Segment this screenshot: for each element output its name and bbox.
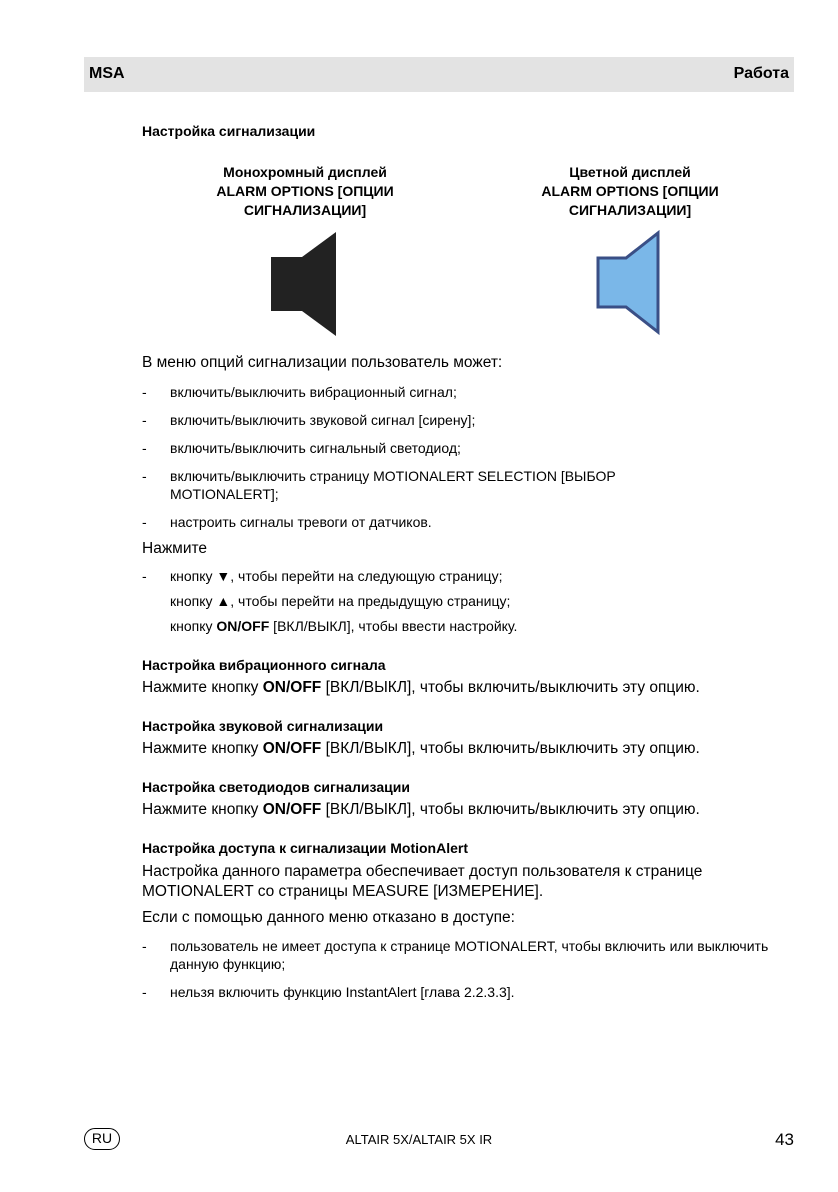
- header-section: Работа: [733, 65, 789, 82]
- footer-product: ALTAIR 5X/ALTAIR 5X IR: [345, 1132, 493, 1147]
- motionalert-item: - нельзя включить функцию InstantAlert [глава 2.2.3.3].: [142, 984, 515, 1000]
- vibration-text: Нажмите кнопку ON/OFF [ВКЛ/ВЫКЛ], чтобы включить/выключить эту опцию.: [142, 679, 700, 696]
- mono-display-caption: [175, 163, 435, 220]
- speaker-color-icon: [594, 229, 664, 337]
- color-caption-line1: Цветной дисплей: [569, 164, 691, 180]
- led-text: Нажмите кнопку ON/OFF [ВКЛ/ВЫКЛ], чтобы включить/выключить эту опцию.: [142, 801, 700, 818]
- language-badge: RU: [84, 1128, 120, 1150]
- intro-text: В меню опций сигнализации пользователь может:: [142, 354, 503, 371]
- press-down-item: - кнопку ▼, чтобы перейти на следующую страницу;: [142, 568, 503, 584]
- mono-caption-line3: СИГНАЛИЗАЦИИ]: [243, 202, 367, 218]
- header-brand: MSA: [89, 65, 125, 82]
- option-item: - включить/выключить сигнальный светодиод;: [142, 440, 461, 456]
- motionalert-title: Настройка доступа к сигнализации MotionAlert: [142, 840, 468, 856]
- option-item: - включить/выключить звуковой сигнал [сирену];: [142, 412, 476, 428]
- led-title: Настройка светодиодов сигнализации: [142, 779, 410, 795]
- press-onoff-item: кнопку ON/OFF [ВКЛ/ВЫКЛ], чтобы ввести настройку.: [170, 618, 518, 634]
- page-number: 43: [775, 1130, 794, 1149]
- option-item: - настроить сигналы тревоги от датчиков.: [142, 514, 432, 530]
- color-caption-line3: СИГНАЛИЗАЦИИ]: [568, 202, 692, 218]
- vibration-title: Настройка вибрационного сигнала: [142, 657, 386, 673]
- page-header: [84, 57, 794, 92]
- speaker-mono-icon: [268, 229, 340, 339]
- motionalert-para2: Если с помощью данного меню отказано в доступе:: [142, 909, 515, 926]
- mono-caption-line1: Монохромный дисплей: [223, 164, 387, 180]
- motionalert-item: - пользователь не имеет доступа к странице MOTIONALERT, чтобы включить или выключить данную функцию;: [142, 938, 769, 972]
- sound-text: Нажмите кнопку ON/OFF [ВКЛ/ВЫКЛ], чтобы включить/выключить эту опцию.: [142, 740, 700, 757]
- press-label: Нажмите: [142, 540, 208, 557]
- color-display-caption: [500, 163, 760, 220]
- section-title: Настройка сигнализации: [142, 123, 316, 139]
- option-item: - включить/выключить страницу MOTIONALERT SELECTION [ВЫБОР MOTIONALERT];: [142, 468, 616, 502]
- mono-caption-line2: ALARM OPTIONS [ОПЦИИ: [216, 183, 394, 199]
- motionalert-para1: Настройка данного параметра обеспечивает доступ пользователя к странице MOTIONALERT со страницы MEASURE [ИЗМЕРЕНИЕ].: [142, 863, 703, 900]
- sound-title: Настройка звуковой сигнализации: [142, 718, 384, 734]
- color-caption-line2: ALARM OPTIONS [ОПЦИИ: [541, 183, 719, 199]
- option-item: - включить/выключить вибрационный сигнал;: [142, 384, 457, 400]
- press-up-item: кнопку ▲, чтобы перейти на предыдущую страницу;: [170, 593, 511, 609]
